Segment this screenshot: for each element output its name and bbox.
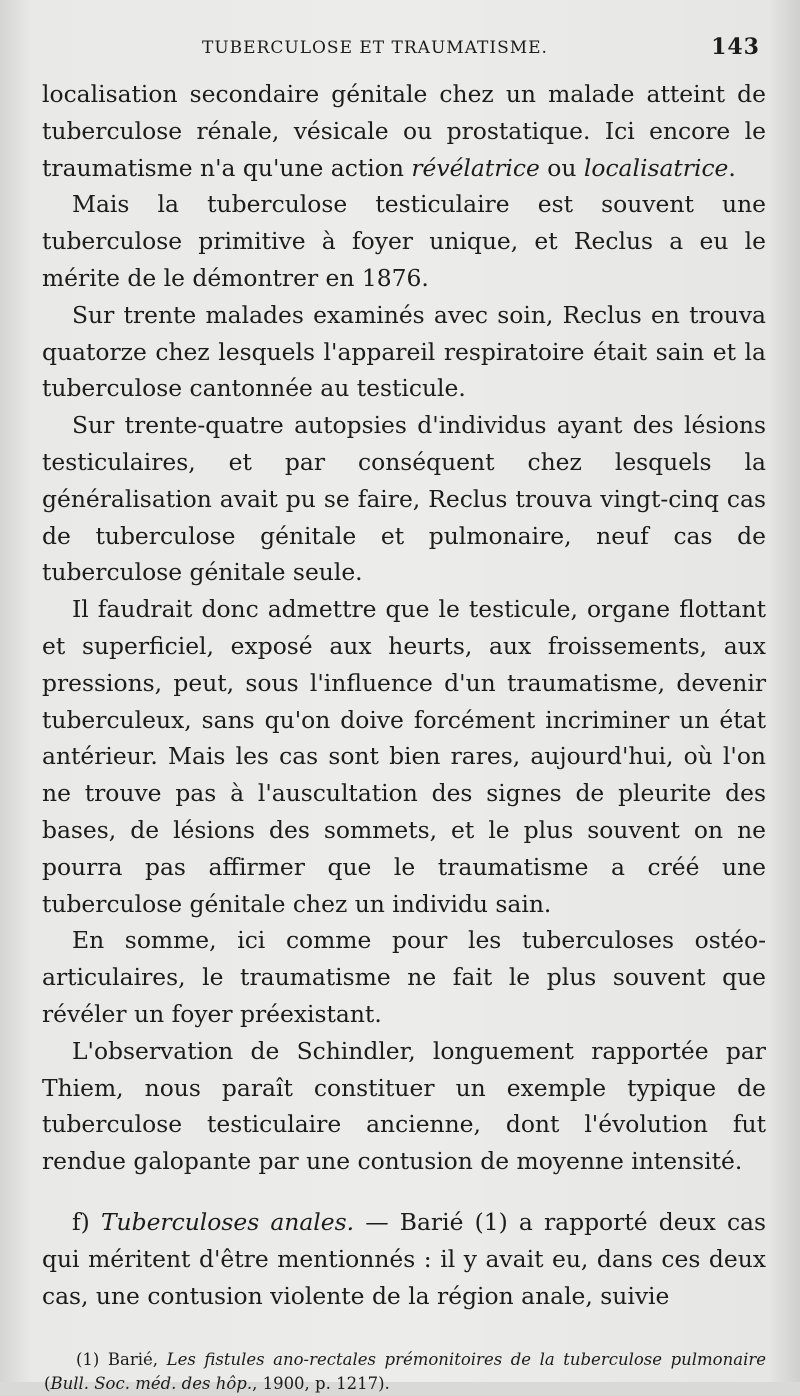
- page-number: 143: [711, 34, 760, 60]
- paragraph-p0: [42, 76, 766, 186]
- paragraph-p2: [42, 297, 766, 407]
- italic-text: Les fistules ano-rectales prémonitoires de la tuberculose pulmonaire: [166, 1350, 767, 1370]
- text-run: Il faudrait donc admettre que le testicule, organe flottant et superficiel, exposé aux heurts, aux froissements, aux pressions, peut, sous l'influence d'un traumatisme, devenir tuberculeux, sans qu'on doive forcément incriminer un état antérieur. Mais les cas sont bien rares, aujourd'hui, où l'on ne trouve pas à l'auscultation des signes de pleurite des bases, de lésions des sommets, et le plus souvent on ne pourra pas affirmer que le traumatisme a créé une tuberculose génitale chez un individu sain.: [42, 595, 766, 918]
- text-run: En somme, ici comme pour les tuberculoses ostéo-articulaires, le traumatisme ne fait le plus souvent que révéler un foyer préexistant.: [42, 926, 766, 1028]
- body-text: [42, 76, 766, 1314]
- paragraph-p3: [42, 407, 766, 591]
- text-run: f): [72, 1207, 101, 1236]
- text-run: ou: [539, 153, 584, 182]
- text-run: L'observation de Schindler, longuement rapportée par Thiem, nous paraît constituer un exemple typique de tuberculose testiculaire ancienne, dont l'évolution fut rendue galopante par une contusion de moyenne intensité.: [42, 1036, 766, 1176]
- text-run: (: [44, 1374, 51, 1394]
- text-run: Sur trente-quatre autopsies d'individus ayant des lésions testiculaires, et par conséquent chez lesquels la généralisation avait pu se faire, Reclus trouva vingt-cinq cas de tuberculose génitale et pulmonaire, neuf cas de tuberculose génitale seule.: [42, 411, 766, 587]
- text-run: — Barié (1) a rapporté deux cas qui méritent d'être mentionnés : il y avait eu, dans ces deux cas, une contusion violente de la région anale, suivie: [42, 1207, 766, 1310]
- italic-text: localisatrice: [583, 153, 729, 182]
- paragraph-p7: [42, 1204, 766, 1314]
- text-run: , 1900, p. 1217).: [252, 1374, 390, 1394]
- text-run: .: [728, 153, 736, 182]
- running-title: TUBERCULOSE ET TRAUMATISME.: [202, 38, 548, 58]
- text-run: localisation secondaire génitale chez un malade atteint de tuberculose rénale, vésicale ou prostatique. Ici encore le traumatisme n'a qu'une action: [42, 80, 766, 182]
- paragraph-p4: [42, 591, 766, 922]
- text-run: Sur trente malades examinés avec soin, Reclus en trouva quatorze chez lesquels l'appareil respiratoire était sain et la tuberculose cantonnée au testicule.: [42, 300, 766, 403]
- paragraph-p1: [42, 186, 766, 296]
- text-run: (1) Barié,: [76, 1350, 167, 1370]
- paragraph-p5: [42, 922, 766, 1032]
- footnotes: [42, 1348, 766, 1396]
- running-head: [42, 30, 766, 70]
- text-run: Mais la tuberculose testiculaire est souvent une tuberculose primitive à foyer unique, et Reclus a eu le mérite de le démontrer en 1876.: [42, 190, 766, 292]
- paragraph-p6: [42, 1033, 766, 1180]
- italic-text: Tuberculoses anales.: [100, 1207, 355, 1236]
- italic-text: Bull. Soc. méd. des hôp.: [50, 1374, 253, 1394]
- footnote-fn1: [44, 1348, 766, 1396]
- italic-text: révélatrice: [411, 153, 540, 182]
